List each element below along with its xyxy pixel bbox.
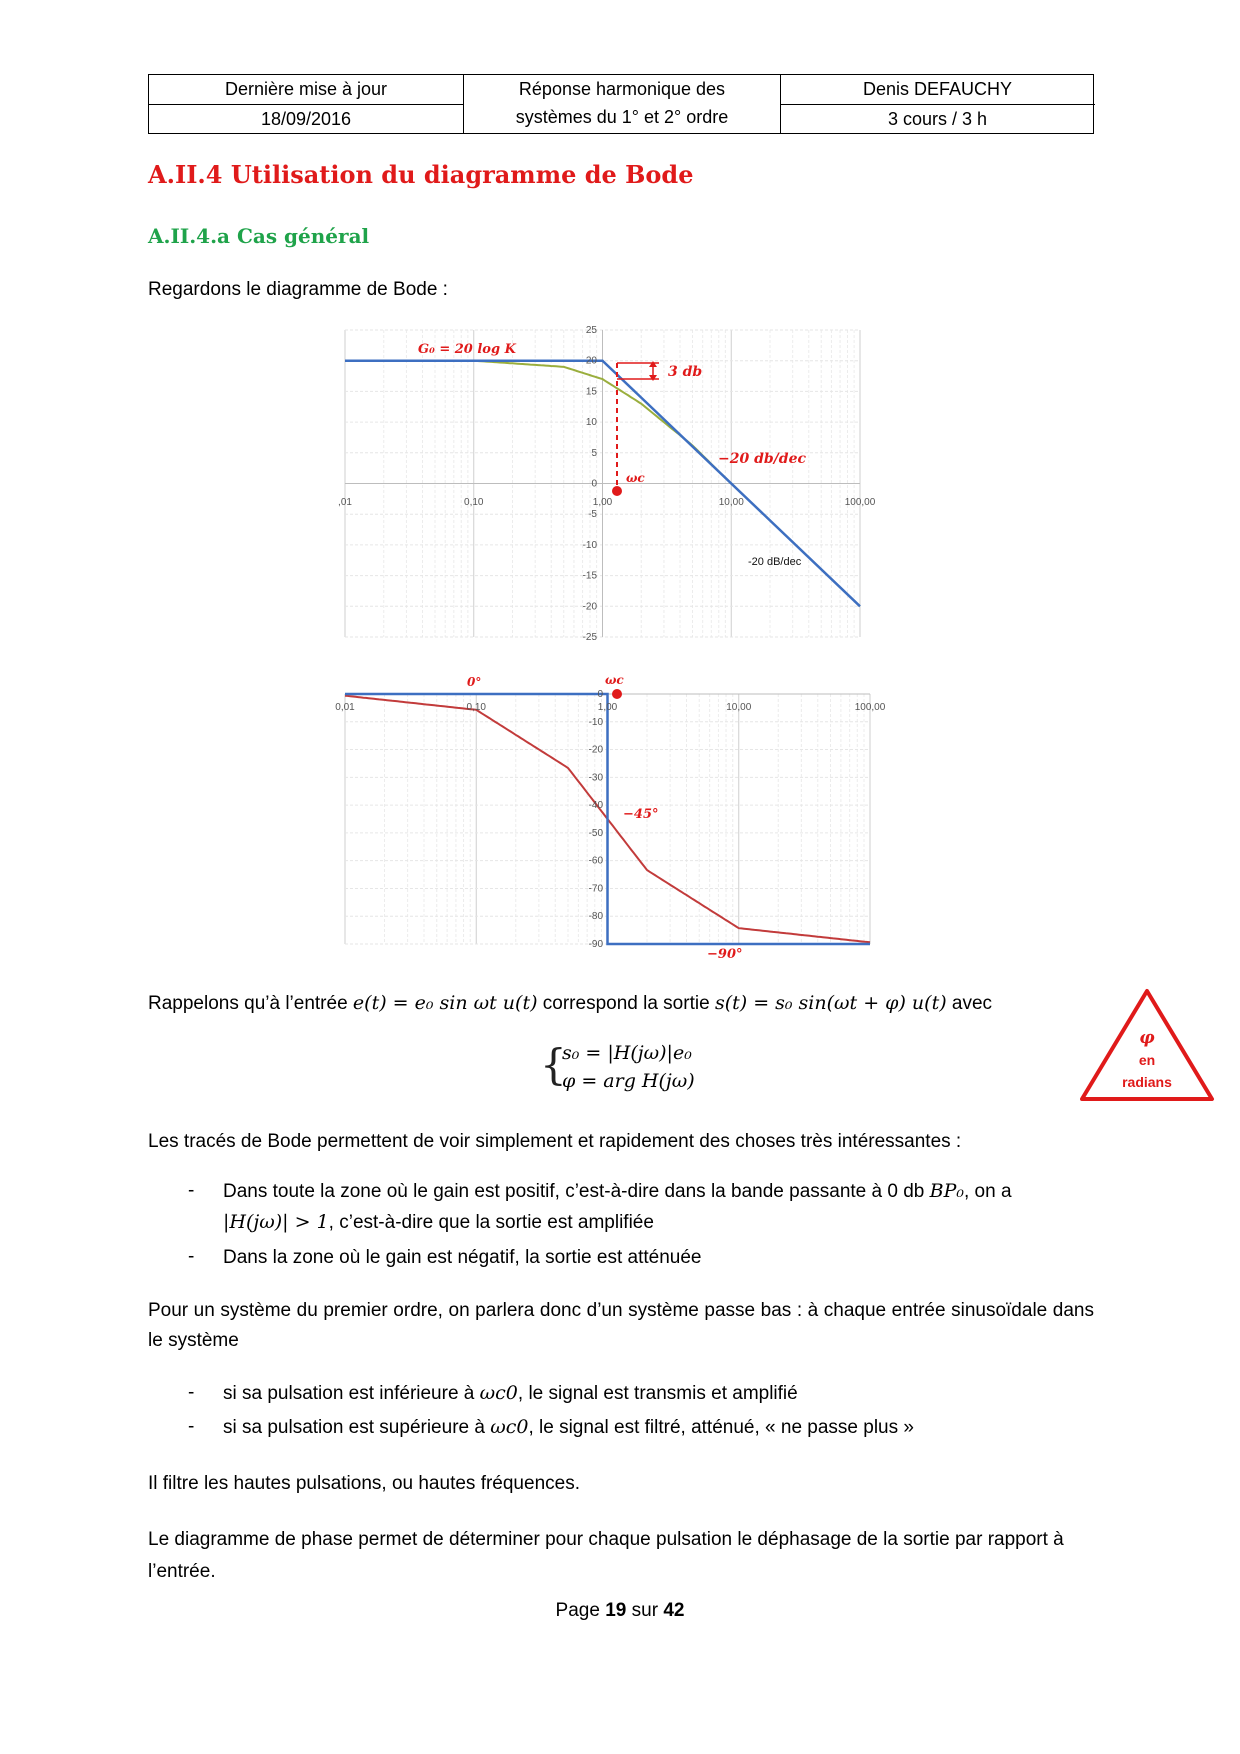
bullet-dash: -: [188, 1416, 195, 1437]
phase-y-tick: -70: [588, 883, 603, 895]
recall-p2: correspond la sortie: [542, 993, 710, 1014]
phase-x-tick: 0,01: [335, 702, 355, 713]
phase-y-tick: -80: [588, 911, 603, 923]
recall-line: [148, 990, 992, 1017]
phase-text: Le diagramme de phase permet de déterminer pour chaque pulsation le déphasage de la sortie par rapport à l’entrée.: [148, 1529, 1064, 1582]
gain-x-tick: 1,00: [592, 497, 613, 508]
last-update-label: Dernière mise à jour: [224, 79, 388, 99]
footer-prefix: Page: [555, 1600, 600, 1621]
phase-y-tick: -10: [588, 716, 603, 728]
phase-y-tick: -40: [588, 800, 603, 812]
page-footer: [0, 1600, 1240, 1622]
doc-title-line2: systèmes du 1° et 2° ordre: [515, 107, 729, 127]
phase-y-tick: -60: [588, 855, 603, 867]
phase-0deg-label: 0°: [467, 675, 482, 689]
bode-intro: Les tracés de Bode permettent de voir simplement et rapidement des choses très intéressantes :: [148, 1131, 962, 1152]
recall-p1: Rappelons qu’à l’entrée: [148, 993, 348, 1014]
gain-y-tick: -5: [588, 509, 597, 521]
phase-y-tick: -50: [588, 827, 603, 839]
bullet-high-freq: [223, 1412, 1093, 1443]
gain-y-tick: -20: [582, 601, 597, 613]
bullet-dash: -: [188, 1382, 195, 1403]
wc-marker: [612, 486, 622, 496]
intro-text: Regardons le diagramme de Bode :: [148, 279, 448, 300]
gain-x-tick: 10,00: [718, 497, 744, 508]
phase-x-tick: 1,00: [597, 702, 618, 713]
bullet-positive-gain-a: Dans toute la zone où le gain est positif, c’est-à-dire dans la bande passante à 0 db: [223, 1181, 925, 1202]
bullet-low-freq: [223, 1378, 1093, 1409]
page-number: 19: [605, 1600, 627, 1621]
gain-x-tick: ,01: [338, 497, 352, 508]
gain-condition: |H(jω)| > 1: [223, 1211, 329, 1233]
slope-annotation: −20 db/dec: [718, 451, 806, 467]
doc-title-line1: Réponse harmonique des: [518, 79, 726, 99]
wc0-symbol: ωc0: [490, 1416, 529, 1438]
gain-y-tick: -25: [582, 632, 597, 643]
wc-label: ωc: [626, 471, 645, 485]
phase-x-tick: 0,10: [466, 702, 486, 713]
bullet-low-freq-b: , le signal est transmis et amplifié: [517, 1383, 798, 1404]
warning-line2: radians: [1122, 1074, 1172, 1090]
bullet-negative-gain: Dans la zone où le gain est négatif, la sortie est atténuée: [223, 1247, 702, 1268]
last-update-date: 18/09/2016: [260, 109, 352, 129]
gain-y-tick: -10: [582, 539, 597, 551]
output-expression: s(t) = s₀ sin(ωt + φ) u(t): [714, 992, 947, 1014]
bullet-positive-gain-b: , on a: [964, 1181, 1012, 1202]
bullet-high-freq-a: si sa pulsation est supérieure à: [223, 1417, 485, 1438]
gain-x-tick: 0,10: [464, 497, 484, 508]
section-title: A.II.4 Utilisation du diagramme de Bode: [148, 160, 694, 189]
phase-wc-label: ωc: [605, 673, 624, 687]
phase-90deg-label: −90°: [707, 947, 743, 962]
bullet-dash: -: [188, 1180, 195, 1201]
gain-y-tick: 25: [585, 325, 597, 336]
g0-annotation: G₀ = 20 log K: [418, 342, 516, 357]
gain-chart: [338, 325, 876, 655]
header-table: [148, 74, 1094, 134]
phase-x-tick: 100,00: [854, 702, 886, 713]
duration: 3 cours / 3 h: [887, 109, 988, 129]
page-total: 42: [663, 1600, 685, 1621]
bullet-positive-gain: [223, 1176, 1093, 1238]
phase-chart: [335, 668, 886, 962]
bullet-dash: -: [188, 1246, 195, 1267]
subsection-title: A.II.4.a Cas général: [148, 224, 370, 248]
phase-45deg-label: −45°: [623, 807, 659, 822]
input-expression: e(t) = e₀ sin ωt u(t): [352, 992, 538, 1014]
wc0-symbol: ωc0: [479, 1382, 518, 1404]
system-brace: {: [540, 1040, 567, 1089]
3db-annotation: 3 db: [668, 364, 703, 380]
gain-y-tick: 10: [585, 417, 597, 429]
bullet-high-freq-b: , le signal est filtré, atténué, « ne passe plus »: [528, 1417, 914, 1438]
filter-text: Il filtre les hautes pulsations, ou hautes fréquences.: [148, 1473, 580, 1494]
slope-label-small: -20 dB/dec: [748, 556, 802, 568]
system-eq1: s₀ = |H(jω)|e₀: [562, 1042, 692, 1064]
phase-wc-marker: [612, 689, 622, 699]
gain-x-tick: 100,00: [844, 497, 876, 508]
footer-mid: sur: [631, 1600, 659, 1621]
phase-y-tick: 0: [597, 689, 603, 700]
recall-p3: avec: [951, 993, 993, 1014]
phase-x-tick: 10,00: [726, 702, 752, 713]
gain-y-tick: 20: [585, 355, 597, 367]
author: Denis DEFAUCHY: [862, 79, 1013, 99]
gain-y-tick: 0: [591, 478, 597, 490]
system-eq2: φ = arg H(jω): [562, 1070, 695, 1092]
warning-symbol: φ: [1139, 1028, 1155, 1048]
gain-y-tick: 15: [585, 386, 597, 398]
gain-y-tick: 5: [591, 447, 597, 459]
phase-y-tick: -30: [588, 772, 603, 784]
gain-y-tick: -15: [582, 570, 597, 582]
warning-triangle: [1078, 987, 1216, 1105]
bullet-positive-gain-c: , c’est-à-dire que la sortie est amplifiée: [328, 1212, 654, 1233]
bp0-symbol: BP₀: [929, 1180, 964, 1202]
first-order-text: Pour un système du premier ordre, on parlera donc d’un système passe bas : à chaque entrée sinusoïdale dans le système: [148, 1300, 1094, 1351]
warning-line1: en: [1138, 1052, 1156, 1068]
phase-y-tick: -20: [588, 744, 603, 756]
phase-y-tick: -90: [588, 939, 603, 950]
bullet-low-freq-a: si sa pulsation est inférieure à: [223, 1383, 475, 1404]
